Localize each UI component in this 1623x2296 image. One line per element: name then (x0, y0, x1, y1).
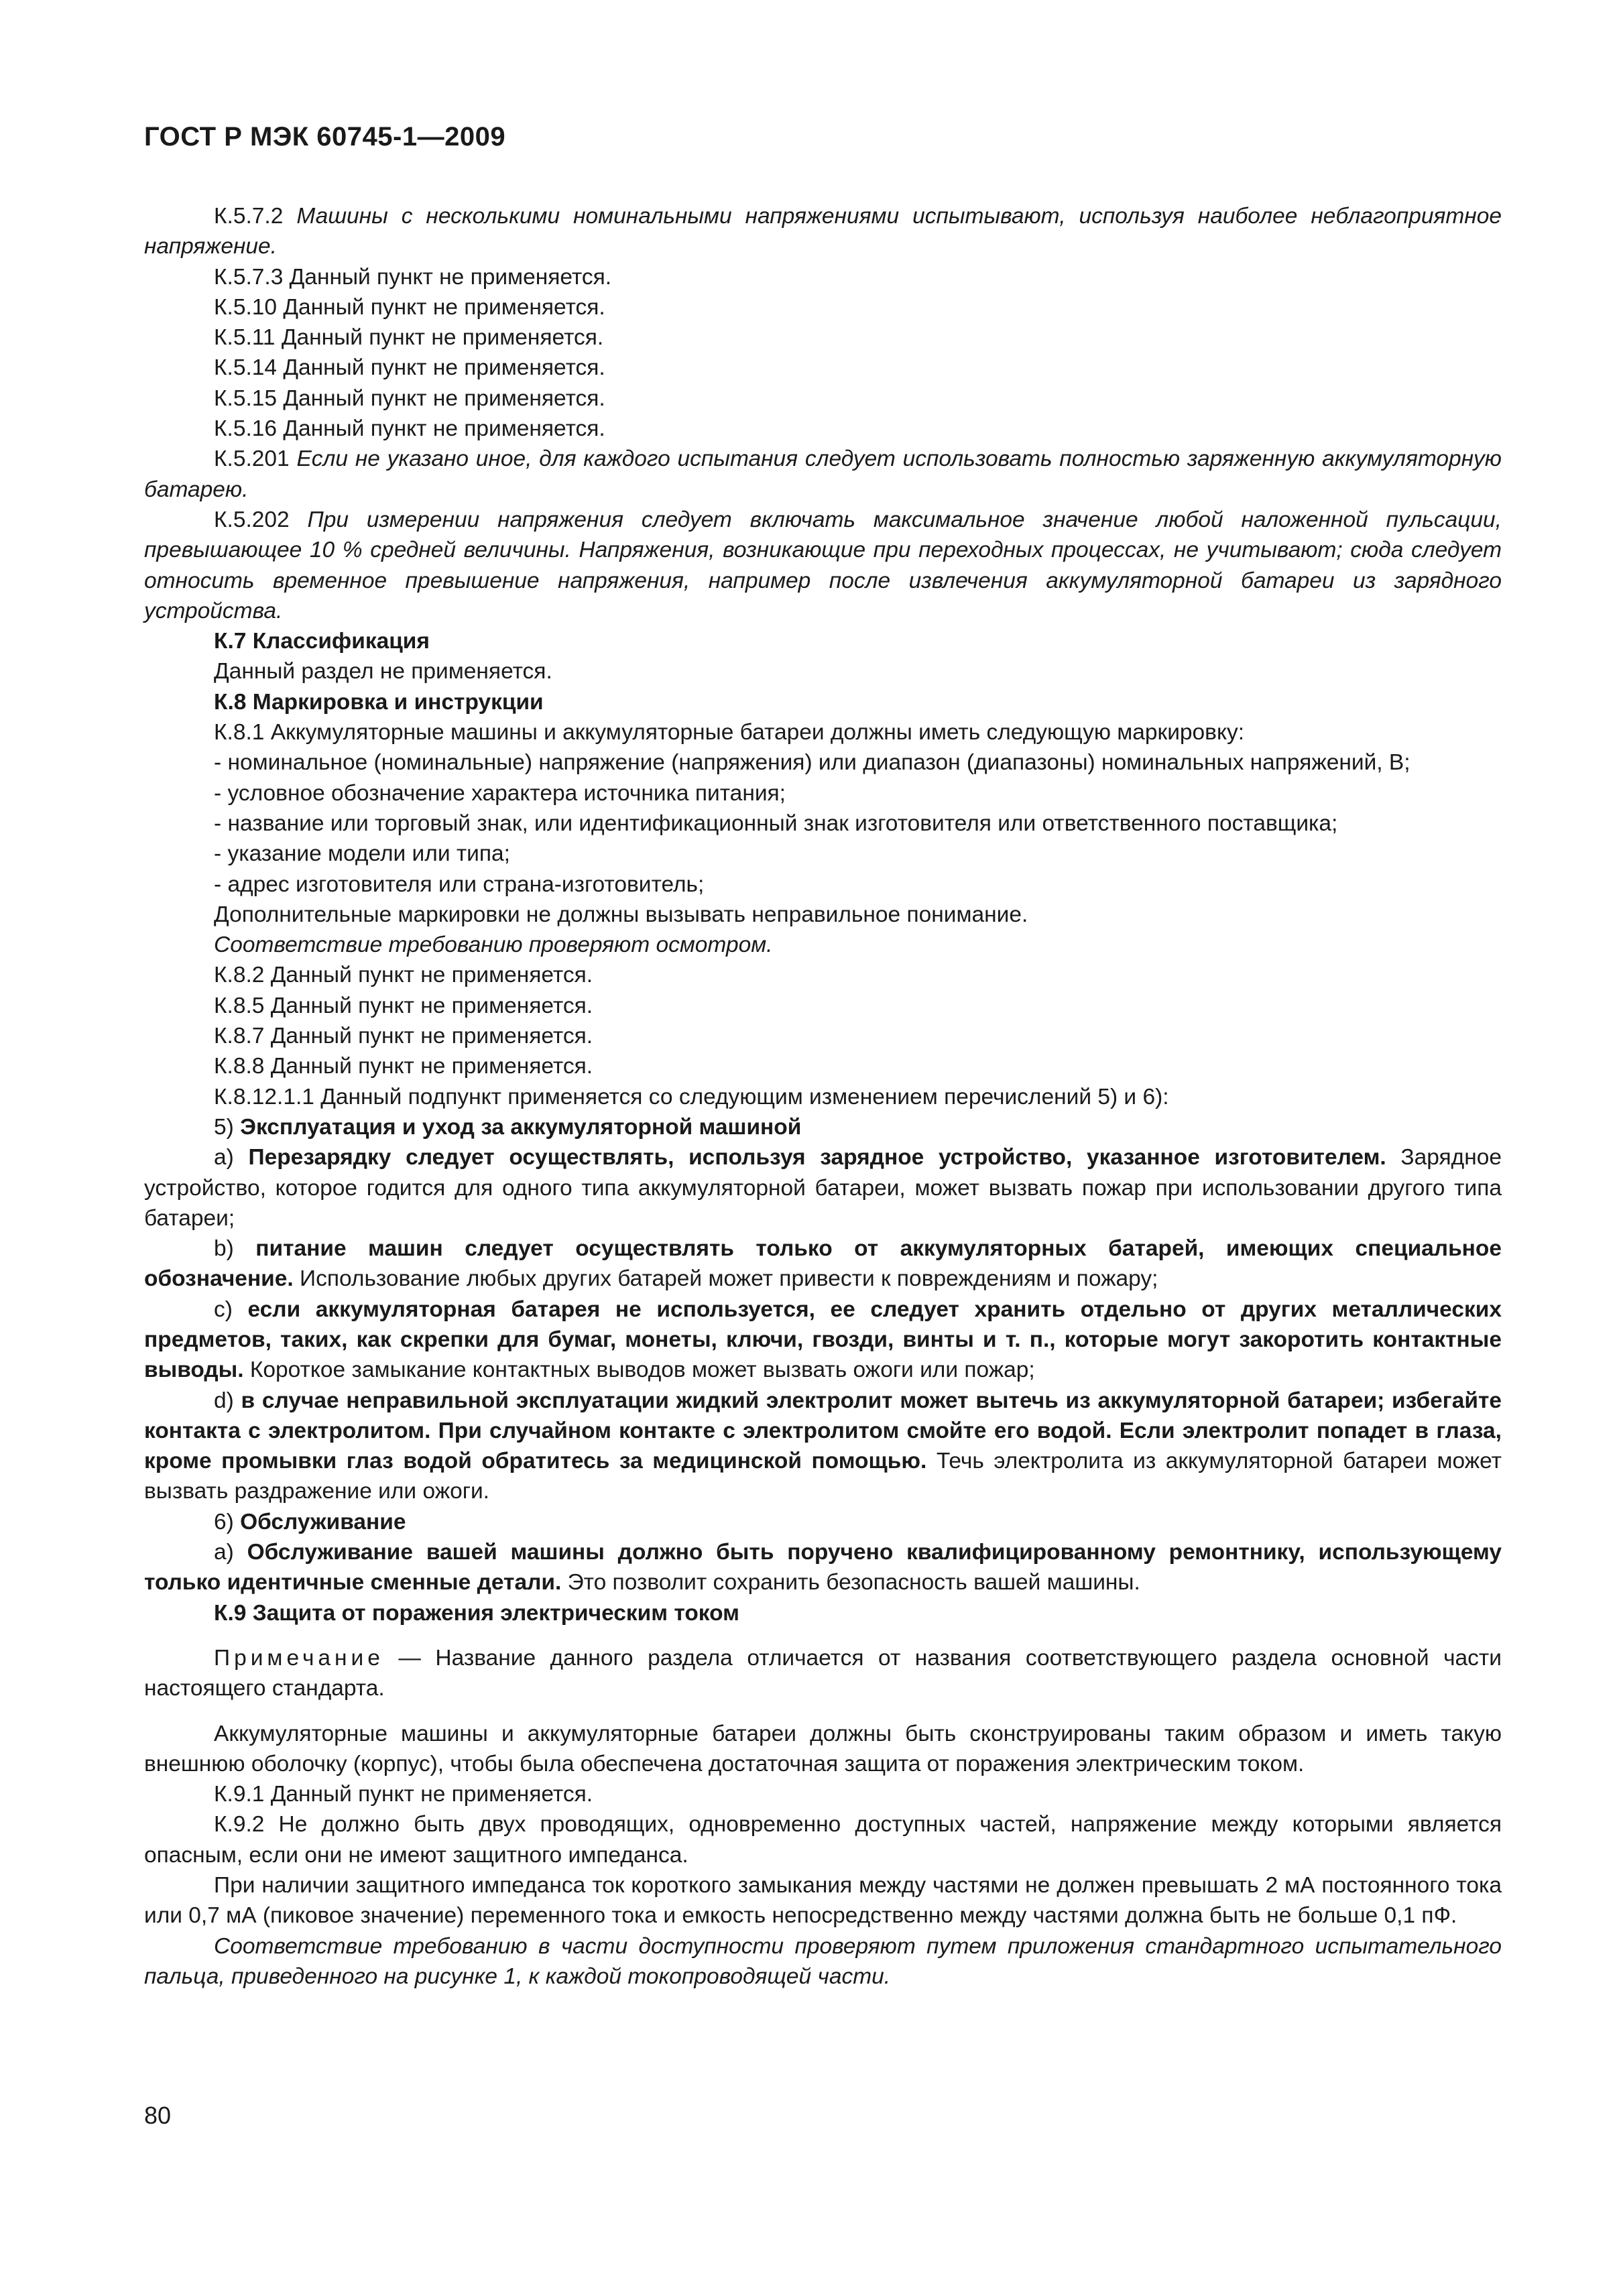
paragraph-k-8-7: К.8.7 Данный пункт не применяется. (214, 1024, 593, 1049)
note-text: — Название данного раздела отличается от названия соответствующего раздела основной части настоящего стандарта. (144, 1645, 1502, 1701)
paragraph-k-8-5: К.8.5 Данный пункт не применяется. (214, 993, 593, 1018)
paragraph-compliance-check: Соответствие требованию проверяют осмотром. (214, 932, 773, 958)
document-body (144, 201, 1502, 1992)
note-paragraph (144, 1643, 1502, 1704)
list-item-6a (144, 1537, 1502, 1598)
paragraph-k-5-202 (144, 505, 1502, 626)
item-text: Использование любых других батарей может привести к повреждениям и пожару; (300, 1266, 1158, 1292)
clause-text: Если не указано иное, для каждого испытания следует использовать полностью заряженную аккумуляторную батарею. (144, 446, 1502, 502)
page-number: 80 (144, 2102, 172, 2129)
warning-text: в случае неправильной эксплуатации жидкий электролит может вытечь из аккумуляторной батареи; избегайте контакта с электролитом. При случайном контакте с электролитом смойте его водой. Если электролит попадет в глаза, кроме промывки глаз водой обратитесь за медицинской помощью. (144, 1388, 1502, 1474)
list-item: - название или торговый знак, или идентификационный знак изготовителя или ответственного поставщика; (214, 810, 1338, 836)
item-heading: Обслуживание (240, 1509, 406, 1534)
paragraph-k-5-14: К.5.14 Данный пункт не применяется. (214, 355, 605, 381)
clause-text: При измерении напряжения следует включать максимальное значение любой наложенной пульсации, превышающее 10 % средней величины. Напряжения, возникающие при переходных процессах, не учитывают; сюда следует относить временное превышение напряжения, например после извлечения аккумуляторной батареи из зарядного устройства. (144, 507, 1502, 623)
item-text: Короткое замыкание контактных выводов может вызвать ожоги или пожар; (249, 1357, 1035, 1383)
clause-text: Машины с несколькими номинальными напряжениями испытывают, используя наиболее неблагоприятное напряжение. (144, 204, 1502, 259)
paragraph-k-8-12-1-1: К.8.12.1.1 Данный подпункт применяется со следующим изменением перечислений 5) и 6): (214, 1084, 1169, 1109)
list-item-5b (144, 1233, 1502, 1294)
list-item-6 (144, 1507, 1502, 1537)
item-text: Течь электролита из аккумуляторной батареи может вызвать раздражение или ожоги. (144, 1449, 1502, 1504)
paragraph-k-9-body: Аккумуляторные машины и аккумуляторные батареи должны быть сконструированы таким образом и иметь такую внешнюю оболочку (корпус), чтобы была обеспечена достаточная защита от поражения электрическим током. (144, 1721, 1502, 1776)
warning-text: питание машин следует осуществлять только от аккумуляторных батарей, имеющих специальное обозначение. (144, 1236, 1502, 1292)
warning-text: Перезарядку следует осуществлять, используя зарядное устройство, указанное изготовителем. (248, 1145, 1386, 1170)
paragraph-k-5-11: К.5.11 Данный пункт не применяется. (214, 325, 604, 351)
item-number: a) (214, 1540, 234, 1565)
item-number: b) (214, 1236, 234, 1262)
paragraph-k-8-1: К.8.1 Аккумуляторные машины и аккумуляторные батареи должны иметь следующую маркировку: (214, 720, 1245, 745)
item-number: d) (214, 1388, 234, 1413)
paragraph-k-5-201 (144, 444, 1502, 505)
clause-number: К.5.7.2 (214, 204, 284, 229)
paragraph-k-8-2: К.8.2 Данный пункт не применяется. (214, 963, 593, 988)
paragraph-protective-impedance: При наличии защитного импеданса ток короткого замыкания между частями не должен превышать 2 мА постоянного тока или 0,7 мА (пиковое значение) переменного тока и емкость непосредственно между частями должна быть не больше 0,1 пФ. (144, 1873, 1502, 1929)
paragraph-k-8-8: К.8.8 Данный пункт не применяется. (214, 1054, 593, 1079)
paragraph-k-5-16: К.5.16 Данный пункт не применяется. (214, 416, 605, 442)
clause-number: К.5.202 (214, 507, 290, 532)
paragraph-test-finger: Соответствие требованию в части доступности проверяют путем приложения стандартного испытательного пальца, приведенного на рисунке 1, к каждой токопроводящей части. (144, 1933, 1502, 1989)
list-item-5a (144, 1142, 1502, 1233)
paragraph-k-5-10: К.5.10 Данный пункт не применяется. (214, 294, 605, 320)
item-number: a) (214, 1145, 234, 1170)
paragraph-k-5-7-3: К.5.7.3 Данный пункт не применяется. (214, 264, 612, 290)
paragraph-k-5-15: К.5.15 Данный пункт не применяется. (214, 385, 605, 411)
list-item: - номинальное (номинальные) напряжение (напряжения) или диапазон (диапазоны) номинальных напряжений, В; (214, 750, 1410, 776)
document-header-title: ГОСТ Р МЭК 60745-1—2009 (144, 122, 506, 152)
section-heading-k-9: К.9 Защита от поражения электрическим током (214, 1600, 739, 1626)
paragraph-k-7-body: Данный раздел не применяется. (214, 659, 552, 684)
item-text: Зарядное устройство, которое годится для одного типа аккумуляторной батареи, может вызвать пожар при использовании другого типа батареи; (144, 1145, 1502, 1231)
list-item-5c (144, 1294, 1502, 1386)
item-number: 5) (214, 1114, 234, 1140)
list-item-5d (144, 1386, 1502, 1507)
item-number: 6) (214, 1509, 234, 1534)
item-text: Это позволит сохранить безопасность вашей машины. (567, 1570, 1140, 1595)
section-heading-k-8: К.8 Маркировка и инструкции (214, 689, 544, 715)
list-item-5 (144, 1112, 1502, 1142)
item-number: c) (214, 1296, 233, 1322)
list-item: - указание модели или типа; (214, 841, 510, 867)
warning-text: Обслуживание вашей машины должно быть поручено квалифицированному ремонтнику, использующему только идентичные сменные детали. (144, 1540, 1502, 1595)
item-heading: Эксплуатация и уход за аккумуляторной машиной (240, 1114, 802, 1140)
section-heading-k-7: К.7 Классификация (214, 629, 430, 654)
paragraph-additional-markings: Дополнительные маркировки не должны вызывать неправильное понимание. (214, 902, 1028, 927)
clause-number: К.5.201 (214, 446, 290, 472)
list-item: - условное обозначение характера источника питания; (214, 780, 786, 806)
paragraph-k-9-1: К.9.1 Данный пункт не применяется. (214, 1782, 593, 1807)
paragraph-k-5-7-2 (144, 201, 1502, 262)
note-label: Примечание (214, 1645, 384, 1671)
warning-text: если аккумуляторная батарея не используется, ее следует хранить отдельно от других металлических предметов, таких, как скрепки для бумаг, монеты, ключи, гвозди, винты и т. п., которые могут закоротить контактные выводы. (144, 1296, 1502, 1383)
list-item: - адрес изготовителя или страна-изготовитель; (214, 871, 705, 897)
paragraph-k-9-2: К.9.2 Не должно быть двух проводящих, одновременно доступных частей, напряжение между которыми является опасным, если они не имеют защитного импеданса. (144, 1812, 1502, 1868)
